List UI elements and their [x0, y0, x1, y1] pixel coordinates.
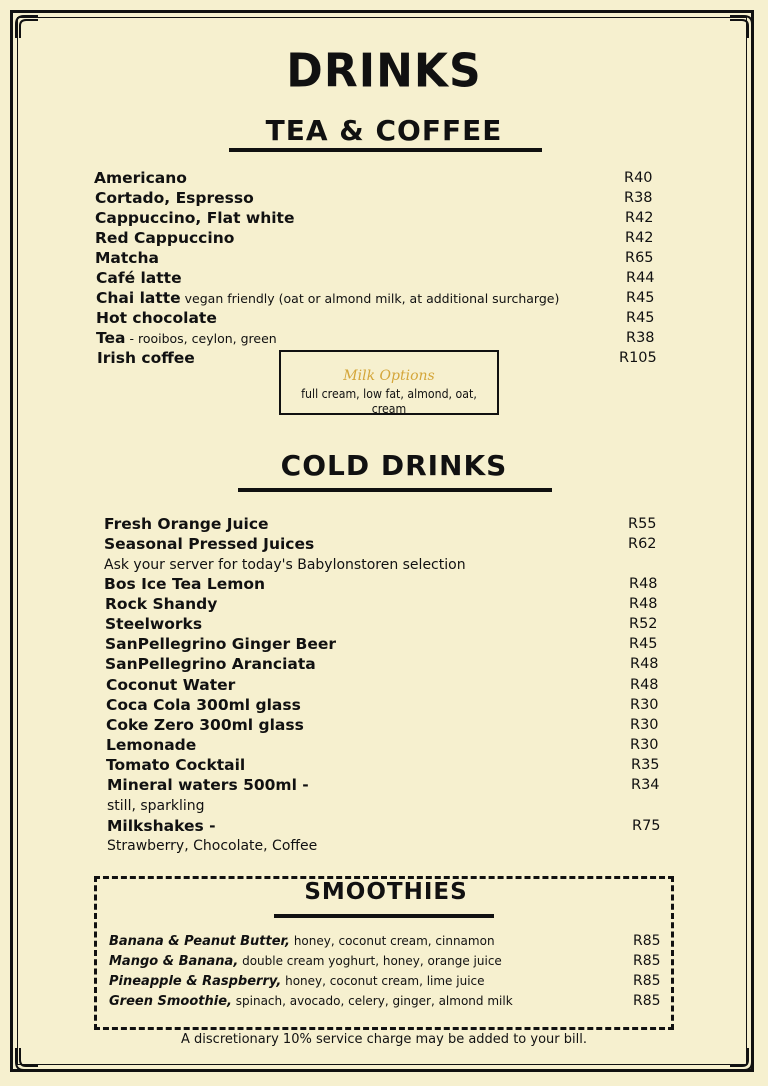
item-price: R85: [633, 933, 661, 949]
item-price: R65: [625, 250, 654, 266]
list-item: Green Smoothie, spinach, avocado, celery, ginger, almond milk: [109, 994, 513, 1009]
list-item: Tea - rooibos, ceylon, green: [96, 329, 277, 347]
item-price: R42: [625, 210, 654, 226]
list-item: Coke Zero 300ml glass: [106, 716, 304, 734]
list-item: Pineapple & Raspberry, honey, coconut cream, lime juice: [109, 974, 485, 989]
item-price: R40: [624, 170, 653, 186]
list-item: Coconut Water: [106, 676, 236, 694]
list-item: Seasonal Pressed Juices: [104, 535, 315, 553]
smoothies-rule: [274, 914, 494, 918]
list-item: Irish coffee: [97, 349, 195, 367]
item-price: R55: [628, 516, 657, 532]
list-item: Red Cappuccino: [95, 229, 235, 247]
list-item: Milkshakes -: [107, 817, 216, 835]
list-item: Chai latte vegan friendly (oat or almond milk, at additional surcharge): [96, 289, 560, 307]
item-price: R38: [626, 330, 655, 346]
list-item-note: Ask your server for today's Babylonstoren selection: [104, 557, 466, 573]
item-price: R85: [633, 953, 661, 969]
list-item: Coca Cola 300ml glass: [106, 696, 301, 714]
corner-ornament-bottom-right: [728, 1046, 754, 1072]
list-item-note: still, sparkling: [107, 798, 205, 814]
item-price: R85: [633, 973, 661, 989]
list-item: SanPellegrino Ginger Beer: [105, 635, 337, 653]
list-item: Lemonade: [106, 736, 197, 754]
cold-drinks-heading: COLD DRINKS: [280, 449, 508, 482]
item-price: R45: [629, 636, 658, 652]
list-item: Café latte: [96, 269, 182, 287]
item-price: R38: [624, 190, 653, 206]
cold-drinks-rule: [238, 488, 552, 492]
item-price: R105: [619, 350, 657, 366]
item-price: R34: [631, 777, 660, 793]
smoothies-heading: SMOOTHIES: [304, 879, 468, 905]
list-item: Cappuccino, Flat white: [95, 209, 295, 227]
page-title: DRINKS: [286, 44, 482, 99]
list-item: Americano: [94, 169, 187, 187]
corner-ornament-top-left: [14, 14, 40, 40]
list-item: Cortado, Espresso: [95, 189, 254, 207]
list-item: Fresh Orange Juice: [104, 515, 269, 533]
list-item: SanPellegrino Aranciata: [105, 655, 316, 673]
item-price: R75: [632, 818, 661, 834]
corner-ornament-bottom-left: [14, 1046, 40, 1072]
item-price: R48: [630, 656, 659, 672]
item-price: R48: [629, 596, 658, 612]
item-price: R35: [631, 757, 660, 773]
list-item: Steelworks: [105, 615, 203, 633]
item-price: R45: [626, 290, 655, 306]
list-item: Banana & Peanut Butter, honey, coconut cream, cinnamon: [109, 934, 495, 949]
milk-options-box: [279, 350, 499, 415]
item-price: R44: [626, 270, 655, 286]
item-price: R45: [626, 310, 655, 326]
corner-ornament-top-right: [728, 14, 754, 40]
list-item: Bos Ice Tea Lemon: [104, 575, 266, 593]
tea-coffee-heading: TEA & COFFEE: [265, 114, 503, 147]
list-item: Rock Shandy: [105, 595, 218, 613]
milk-options-title: Milk Options: [343, 368, 435, 384]
item-price: R48: [630, 677, 659, 693]
list-item: Hot chocolate: [96, 309, 217, 327]
service-charge-note: A discretionary 10% service charge may be added to your bill.: [181, 1032, 587, 1047]
tea-coffee-rule: [229, 148, 542, 152]
item-price: R30: [630, 737, 659, 753]
milk-options-text: full cream, low fat, almond, oat, cream: [301, 386, 477, 416]
list-item: Tomato Cocktail: [106, 756, 246, 774]
item-price: R30: [630, 697, 659, 713]
list-item: Mango & Banana, double cream yoghurt, honey, orange juice: [109, 954, 502, 969]
item-price: R48: [629, 576, 658, 592]
list-item: Mineral waters 500ml -: [107, 776, 309, 794]
list-item: Matcha: [95, 249, 159, 267]
list-item-note: Strawberry, Chocolate, Coffee: [107, 838, 318, 854]
item-price: R52: [629, 616, 658, 632]
item-price: R62: [628, 536, 657, 552]
item-price: R42: [625, 230, 654, 246]
item-price: R30: [630, 717, 659, 733]
item-price: R85: [633, 993, 661, 1009]
